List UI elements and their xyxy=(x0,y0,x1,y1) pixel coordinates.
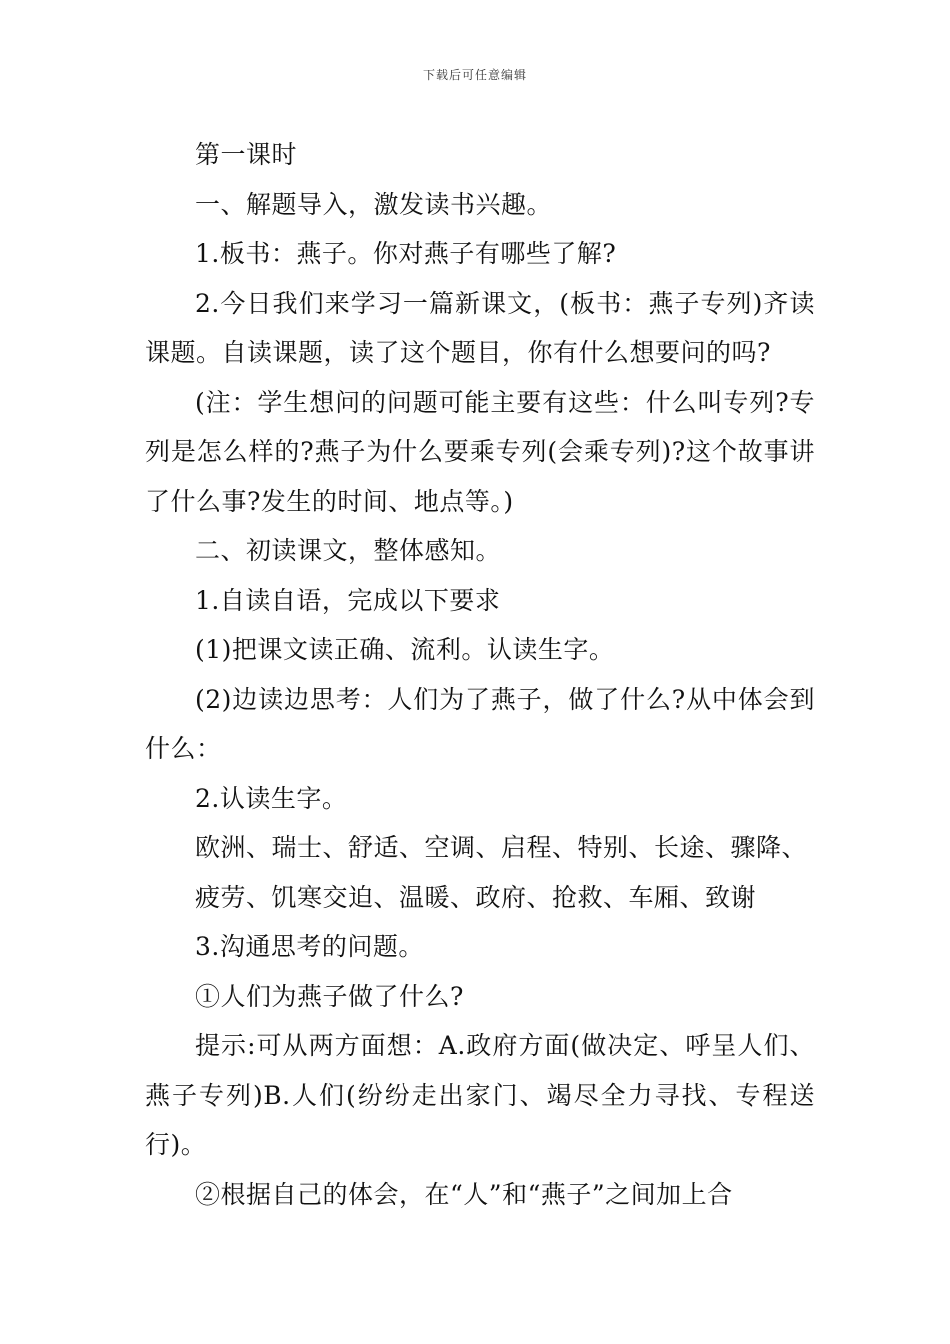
paragraph-item: 2.今日我们来学习一篇新课文，(板书：燕子专列)齐读课题。自读课题，读了这个题目，你有什么想要问的吗? xyxy=(145,288,815,367)
paragraph-item: 1.自读自语，完成以下要求 xyxy=(195,585,501,615)
paragraph-subitem: (1)把课文读正确、流利。认读生字。 xyxy=(195,635,615,664)
paragraph-question: ①人们为燕子做了什么? xyxy=(195,981,464,1011)
paragraph-item: 2.认读生字。 xyxy=(195,783,348,813)
document-body xyxy=(145,130,815,1219)
paragraph-hint: 提示:可从两方面想：A.政府方面(做决定、呼呈人们、燕子专列)B.人们(纷纷走出家门、竭尽全力寻找、专程送行)。 xyxy=(145,1031,815,1159)
paragraph-word-list: 欧洲、瑞士、舒适、空调、启程、特别、长途、骤降、 xyxy=(195,833,808,862)
paragraph-section-one: 一、解题导入，激发读书兴趣。 xyxy=(195,189,553,219)
paragraph-subitem: (2)边读边思考：人们为了燕子，做了什么?从中体会到什么： xyxy=(145,684,815,763)
paragraph-question: ②根据自己的体会，在“人”和“燕子”之间加上合 xyxy=(195,1179,733,1209)
paragraph-note: (注：学生想问的问题可能主要有这些：什么叫专列?专列是怎么样的?燕子为什么要乘专列(会乘专列)?这个故事讲了什么事?发生的时间、地点等。) xyxy=(145,387,815,516)
paragraph-section-two: 二、初读课文，整体感知。 xyxy=(195,536,502,565)
page-header: 下载后可任意编辑 xyxy=(422,68,527,82)
paragraph-word-list: 疲劳、饥寒交迫、温暖、政府、抢救、车厢、致谢 xyxy=(195,882,757,912)
paragraph-item: 3.沟通思考的问题。 xyxy=(195,932,424,961)
paragraph-item: 1.板书：燕子。你对燕子有哪些了解? xyxy=(195,239,617,268)
paragraph-lesson-title: 第一课时 xyxy=(195,140,298,169)
